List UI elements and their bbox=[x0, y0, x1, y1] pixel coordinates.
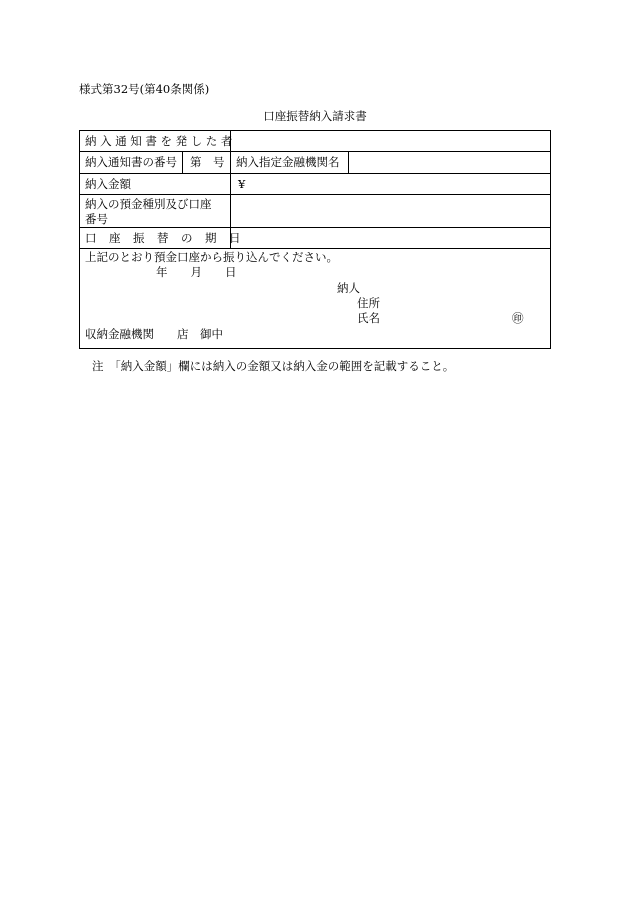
account-type-label: 納入の預金種別及び口座 bbox=[85, 197, 212, 211]
payer-label: 納人 bbox=[337, 281, 360, 295]
designated-bank-label: 納入指定金融機関名 bbox=[236, 155, 340, 169]
name-label: 氏名 bbox=[357, 311, 380, 325]
amount-label: 納入金額 bbox=[85, 177, 131, 191]
footer-note: 注 「納入金額」欄には納入の金額又は納入金の範囲を記載すること。 bbox=[92, 359, 455, 373]
transfer-date-label: 口座振替の期日 bbox=[85, 231, 253, 245]
date-line: 年 月 日 bbox=[156, 265, 237, 279]
column-divider bbox=[182, 151, 183, 173]
recipient-bank: 収納金融機関 店 御中 bbox=[85, 327, 223, 341]
form-title: 口座振替納入請求書 bbox=[263, 109, 367, 123]
form-table bbox=[79, 130, 551, 349]
row-divider bbox=[80, 227, 550, 228]
column-divider bbox=[348, 151, 349, 173]
issuer-label: 納入通知書を発した者 bbox=[85, 134, 236, 148]
request-statement: 上記のとおり預金口座から振り込んでください。 bbox=[85, 250, 338, 264]
row-divider bbox=[80, 151, 550, 152]
address-label: 住所 bbox=[357, 296, 380, 310]
yen-sign: ¥ bbox=[238, 177, 246, 191]
account-number-label: 番号 bbox=[85, 212, 108, 226]
seal-icon: ㊞ bbox=[512, 311, 524, 325]
row-divider bbox=[80, 173, 550, 174]
number-dai-gou: 第 号 bbox=[190, 155, 225, 169]
form-code: 様式第32号(第40条関係) bbox=[79, 82, 210, 96]
row-divider bbox=[80, 248, 550, 249]
row-divider bbox=[80, 194, 550, 195]
notice-number-label: 納入通知書の番号 bbox=[85, 155, 177, 169]
